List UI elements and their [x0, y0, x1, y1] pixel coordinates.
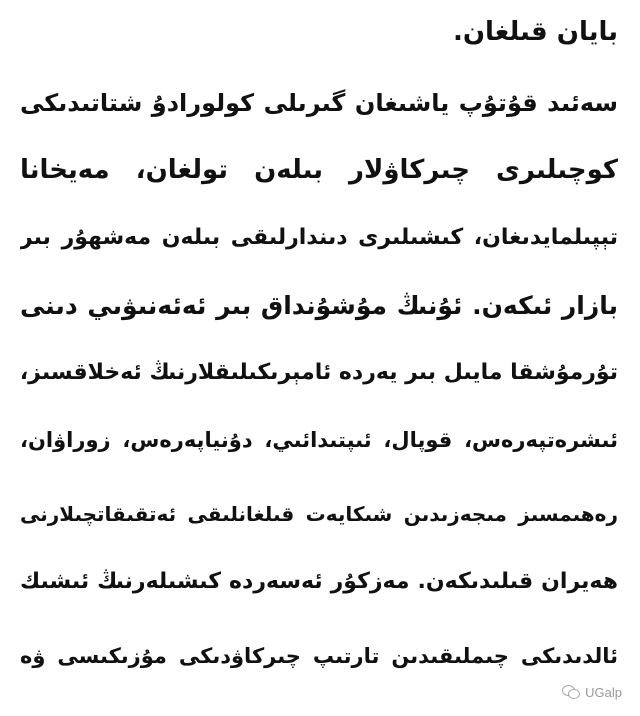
- watermark: [562, 682, 622, 702]
- text-line: ئىشرەتپەرەس، قوپال، ئىپتىدائىي، دۇنياپەرەس، زوراۋان،: [20, 428, 618, 452]
- text-line: رەھىمسىز مىجەزىدىن شىكايەت قىلغانلىقى ئەتقىقاتچىلارنى: [20, 502, 618, 526]
- text-line: ھەيران قىلىدىكەن. مەزكۇر ئەسەردە كىشىلەرنىڭ ئىشىك: [20, 569, 618, 594]
- text-line: تۇرمۇشقا مايىل بىر يەردە ئامېرىكىلىقلارنىڭ ئەخلاقسىز،: [20, 360, 618, 385]
- wechat-icon: [562, 685, 580, 699]
- text-line: سەئىد قۇتۇپ ياشىغان گىرىلى كولورادۇ شتاتىدىكى: [20, 89, 618, 117]
- text-line: كوچىلىرى چىركاۋلار بىلەن تولغان، مەيخانا: [20, 155, 618, 185]
- watermark-label: UGalp: [585, 684, 622, 700]
- text-line: بايان قىلغان.: [452, 17, 618, 47]
- text-line: بازار ئىكەن. ئۇنىڭ مۇشۇنداق بىر ئەئەنىۋىي دىنى: [20, 291, 618, 320]
- text-line: تېپىلمايدىغان، كىشىلىرى دىندارلىقى بىلەن مەشھۇر بىر: [20, 225, 618, 250]
- text-line: ئالدىدىكى چىملىقىدىن تارتىپ چىركاۋدىكى مۇزىكىسى ۋە: [20, 644, 618, 668]
